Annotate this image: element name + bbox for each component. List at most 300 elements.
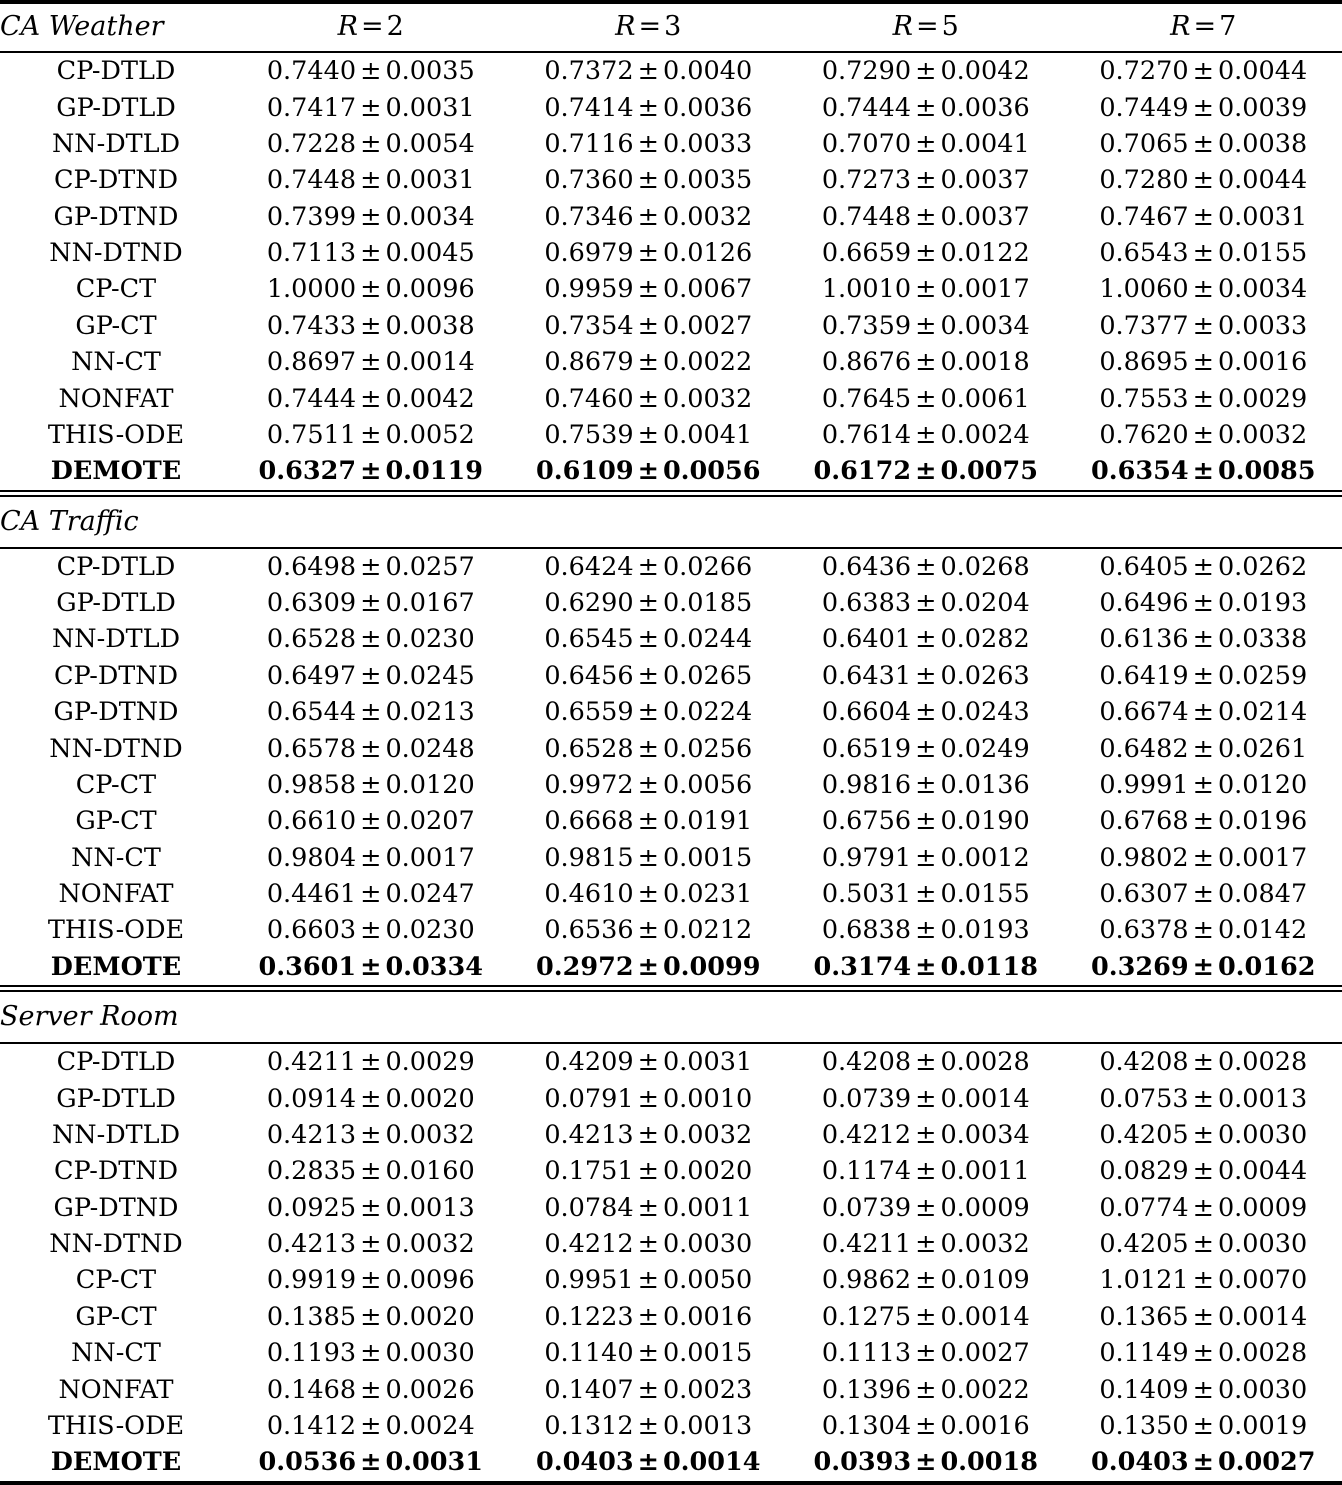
metric-cell [787,767,1065,803]
metric-cell [1065,1335,1342,1371]
row-label-nn-dtnd: NN-DTND [0,730,232,766]
plus-minus-symbol: ± [356,624,385,654]
plus-minus-symbol: ± [1189,915,1218,945]
metric-std: 0.0243 [940,697,1029,727]
plus-minus-symbol: ± [634,661,663,691]
plus-minus-symbol: ± [911,1156,940,1186]
metric-mean: 0.7359 [822,311,911,341]
metric-cell [232,658,510,694]
metric-std: 0.0044 [1218,1156,1307,1186]
metric-std: 0.0265 [663,661,752,691]
plus-minus-symbol: ± [911,624,940,654]
table-row [0,453,1342,490]
plus-minus-symbol: ± [634,93,663,123]
section-title-server-room: Server Room [0,991,1342,1043]
metric-std: 0.0011 [940,1156,1029,1186]
metric-std: 0.0212 [663,915,752,945]
metric-cell [510,840,788,876]
table-row [0,199,1342,235]
plus-minus-symbol: ± [634,1047,663,1077]
metric-cell [1065,89,1342,125]
plus-minus-symbol: ± [911,1447,940,1477]
metric-cell [232,380,510,416]
plus-minus-symbol: ± [911,1302,940,1332]
plus-minus-symbol: ± [356,1338,385,1368]
plus-minus-symbol: ± [634,238,663,268]
table-row [0,1226,1342,1262]
metric-mean: 0.6172 [813,456,911,486]
metric-mean: 0.0925 [267,1193,356,1223]
metric-cell [787,1190,1065,1226]
plus-minus-symbol: ± [1189,1193,1218,1223]
metric-mean: 0.7346 [544,202,633,232]
metric-cell [510,380,788,416]
metric-mean: 0.4209 [544,1047,633,1077]
metric-std: 0.0109 [940,1265,1029,1295]
plus-minus-symbol: ± [911,165,940,195]
table-row [0,658,1342,694]
metric-mean: 0.6482 [1099,734,1188,764]
plus-minus-symbol: ± [911,952,940,982]
plus-minus-symbol: ± [634,879,663,909]
metric-mean: 0.8695 [1099,347,1188,377]
metric-mean: 0.5031 [822,879,911,909]
metric-mean: 0.6519 [822,734,911,764]
metric-mean: 0.6109 [536,456,634,486]
metric-cell [787,1371,1065,1407]
metric-cell [232,549,510,585]
metric-cell [787,53,1065,89]
row-label-gp-dtnd: GP-DTND [0,694,232,730]
plus-minus-symbol: ± [1189,311,1218,341]
metric-cell [232,694,510,730]
plus-minus-symbol: ± [356,1375,385,1405]
metric-std: 0.0040 [663,56,752,86]
metric-mean: 0.6544 [267,697,356,727]
row-label-nn-ct: NN-CT [0,840,232,876]
plus-minus-symbol: ± [1189,1302,1218,1332]
metric-cell [1065,949,1342,986]
plus-minus-symbol: ± [634,1375,663,1405]
section-title-ca-traffic: CA Traffic [0,496,1342,548]
column-header-relation: = [636,11,665,42]
metric-mean: 0.9919 [267,1265,356,1295]
plus-minus-symbol: ± [634,624,663,654]
metric-mean: 0.9791 [822,843,911,873]
metric-cell [232,1262,510,1298]
metric-std: 0.0230 [385,624,474,654]
metric-mean: 0.4213 [267,1229,356,1259]
metric-cell [510,53,788,89]
metric-mean: 0.7444 [822,93,911,123]
metric-mean: 0.6545 [544,624,633,654]
plus-minus-symbol: ± [1189,806,1218,836]
metric-std: 0.0022 [663,347,752,377]
metric-cell [1065,1117,1342,1153]
metric-mean: 0.9815 [544,843,633,873]
metric-mean: 0.6578 [267,734,356,764]
row-label-nn-dtnd: NN-DTND [0,235,232,271]
metric-cell [510,199,788,235]
plus-minus-symbol: ± [1189,1156,1218,1186]
metric-cell [510,912,788,948]
metric-mean: 0.7290 [822,56,911,86]
metric-mean: 0.6354 [1091,456,1189,486]
metric-cell [1065,380,1342,416]
metric-mean: 0.7448 [267,165,356,195]
table-row [0,694,1342,730]
column-header-variable: R [893,11,913,42]
metric-mean: 0.7460 [544,384,633,414]
plus-minus-symbol: ± [1189,1411,1218,1441]
table-row [0,1408,1342,1444]
plus-minus-symbol: ± [911,1411,940,1441]
metric-mean: 0.7065 [1099,129,1188,159]
plus-minus-symbol: ± [1189,879,1218,909]
plus-minus-symbol: ± [356,238,385,268]
metric-cell [787,308,1065,344]
metric-cell [510,1153,788,1189]
metric-std: 0.0013 [385,1193,474,1223]
metric-cell [232,235,510,271]
metric-cell [787,417,1065,453]
metric-mean: 0.6838 [822,915,911,945]
plus-minus-symbol: ± [634,456,663,486]
metric-mean: 0.7440 [267,56,356,86]
plus-minus-symbol: ± [634,915,663,945]
plus-minus-symbol: ± [634,129,663,159]
metric-cell [1065,1299,1342,1335]
metric-cell [232,585,510,621]
metric-mean: 0.7280 [1099,165,1188,195]
metric-mean: 0.6424 [544,552,633,582]
metric-cell [787,1299,1065,1335]
metric-cell [232,840,510,876]
metric-std: 0.0018 [940,1447,1038,1477]
plus-minus-symbol: ± [911,552,940,582]
metric-cell [787,949,1065,986]
metric-std: 0.0033 [1218,311,1307,341]
metric-mean: 0.6383 [822,588,911,618]
metric-std: 0.0030 [1218,1229,1307,1259]
table-bottom-rule [0,1483,1342,1485]
column-header-relation: = [358,11,387,42]
plus-minus-symbol: ± [356,347,385,377]
metric-mean: 0.6659 [822,238,911,268]
metric-std: 0.0224 [663,697,752,727]
table-row [0,89,1342,125]
metric-std: 0.0014 [385,347,474,377]
metric-std: 0.0257 [385,552,474,582]
column-header-r-2 [232,4,510,52]
metric-cell [787,658,1065,694]
plus-minus-symbol: ± [1189,588,1218,618]
plus-minus-symbol: ± [1189,165,1218,195]
metric-cell [787,621,1065,657]
table-row [0,1299,1342,1335]
metric-cell [510,767,788,803]
metric-mean: 0.7070 [822,129,911,159]
metric-cell [232,1299,510,1335]
metric-mean: 0.6536 [544,915,633,945]
metric-mean: 0.9951 [544,1265,633,1295]
metric-mean: 0.6431 [822,661,911,691]
plus-minus-symbol: ± [634,384,663,414]
plus-minus-symbol: ± [1189,420,1218,450]
row-label-this-ode: THIS-ODE [0,1408,232,1444]
metric-cell [232,949,510,986]
metric-std: 0.0142 [1218,915,1307,945]
section-row-server-room [0,991,1342,1043]
plus-minus-symbol: ± [634,952,663,982]
plus-minus-symbol: ± [634,806,663,836]
metric-cell [232,1408,510,1444]
metric-mean: 0.6378 [1099,915,1188,945]
metric-std: 0.0036 [663,93,752,123]
metric-mean: 0.6496 [1099,588,1188,618]
metric-std: 0.0196 [1218,806,1307,836]
plus-minus-symbol: ± [634,1338,663,1368]
metric-std: 0.0015 [663,843,752,873]
metric-std: 0.0191 [663,806,752,836]
metric-std: 0.0029 [1218,384,1307,414]
metric-std: 0.0012 [940,843,1029,873]
metric-mean: 0.6290 [544,588,633,618]
metric-mean: 0.1407 [544,1375,633,1405]
metric-mean: 0.7614 [822,420,911,450]
metric-cell [1065,1080,1342,1116]
metric-cell [1065,162,1342,198]
plus-minus-symbol: ± [911,879,940,909]
plus-minus-symbol: ± [911,806,940,836]
metric-std: 0.0014 [663,1447,761,1477]
row-label-gp-dtnd: GP-DTND [0,1190,232,1226]
plus-minus-symbol: ± [356,1229,385,1259]
table-row [0,730,1342,766]
column-header-value: 2 [387,11,404,42]
plus-minus-symbol: ± [911,1265,940,1295]
plus-minus-symbol: ± [1189,1229,1218,1259]
metric-mean: 0.7377 [1099,311,1188,341]
metric-cell [1065,840,1342,876]
metric-std: 0.0032 [385,1229,474,1259]
metric-mean: 0.4212 [544,1229,633,1259]
table-header-row [0,4,1342,52]
metric-cell [1065,417,1342,453]
metric-std: 0.0027 [1218,1447,1316,1477]
metric-std: 0.0052 [385,420,474,450]
metric-std: 0.0256 [663,734,752,764]
plus-minus-symbol: ± [1189,952,1218,982]
metric-mean: 0.0393 [813,1447,911,1477]
table-row [0,549,1342,585]
plus-minus-symbol: ± [356,311,385,341]
metric-mean: 0.7433 [267,311,356,341]
metric-mean: 0.0403 [1091,1447,1189,1477]
row-label-cp-ct: CP-CT [0,271,232,307]
section-row-ca-traffic [0,496,1342,548]
table-row [0,126,1342,162]
plus-minus-symbol: ± [356,588,385,618]
metric-mean: 0.6768 [1099,806,1188,836]
metric-cell [1065,694,1342,730]
plus-minus-symbol: ± [911,588,940,618]
row-label-this-ode: THIS-ODE [0,417,232,453]
metric-cell [232,417,510,453]
metric-std: 0.0023 [663,1375,752,1405]
metric-mean: 0.9816 [822,770,911,800]
metric-std: 0.0029 [385,1047,474,1077]
metric-cell [232,89,510,125]
metric-cell [787,1117,1065,1153]
metric-mean: 0.1312 [544,1411,633,1441]
metric-mean: 0.6136 [1099,624,1188,654]
plus-minus-symbol: ± [1189,843,1218,873]
table-row [0,380,1342,416]
metric-std: 0.0019 [1218,1411,1307,1441]
metric-mean: 0.9959 [544,274,633,304]
metric-std: 0.0334 [385,952,483,982]
metric-cell [510,876,788,912]
row-label-gp-dtld: GP-DTLD [0,585,232,621]
metric-mean: 0.1409 [1099,1375,1188,1405]
plus-minus-symbol: ± [1189,238,1218,268]
metric-std: 0.0014 [940,1084,1029,1114]
row-label-gp-ct: GP-CT [0,1299,232,1335]
row-label-nn-ct: NN-CT [0,1335,232,1371]
plus-minus-symbol: ± [356,1047,385,1077]
metric-mean: 0.0829 [1099,1156,1188,1186]
metric-mean: 0.7414 [544,93,633,123]
metric-mean: 0.7273 [822,165,911,195]
metric-std: 0.0044 [1218,165,1307,195]
metric-mean: 0.9804 [267,843,356,873]
metric-std: 0.0034 [940,1120,1029,1150]
metric-std: 0.0120 [385,770,474,800]
plus-minus-symbol: ± [911,456,940,486]
metric-std: 0.0214 [1218,697,1307,727]
metric-std: 0.0018 [940,347,1029,377]
metric-std: 0.0185 [663,588,752,618]
plus-minus-symbol: ± [356,1302,385,1332]
metric-std: 0.0155 [1218,238,1307,268]
metric-std: 0.0033 [663,129,752,159]
row-label-nonfat: NONFAT [0,380,232,416]
metric-mean: 0.7354 [544,311,633,341]
metric-std: 0.0056 [663,456,761,486]
metric-std: 0.0034 [385,202,474,232]
plus-minus-symbol: ± [356,1084,385,1114]
plus-minus-symbol: ± [356,806,385,836]
metric-cell [787,344,1065,380]
metric-std: 0.0054 [385,129,474,159]
metric-mean: 0.6559 [544,697,633,727]
plus-minus-symbol: ± [1189,1047,1218,1077]
metric-cell [510,549,788,585]
plus-minus-symbol: ± [911,1375,940,1405]
plus-minus-symbol: ± [911,202,940,232]
metric-std: 0.0263 [940,661,1029,691]
table-row [0,417,1342,453]
plus-minus-symbol: ± [634,588,663,618]
metric-cell [1065,912,1342,948]
metric-std: 0.0245 [385,661,474,691]
metric-std: 0.0118 [940,952,1038,982]
metric-std: 0.0338 [1218,624,1307,654]
metric-cell [787,876,1065,912]
plus-minus-symbol: ± [356,456,385,486]
metric-std: 0.0126 [663,238,752,268]
metric-std: 0.0030 [1218,1375,1307,1405]
metric-std: 0.0096 [385,274,474,304]
plus-minus-symbol: ± [634,1411,663,1441]
column-header-r-3 [510,4,788,52]
table-row [0,1371,1342,1407]
row-label-nonfat: NONFAT [0,1371,232,1407]
metric-mean: 0.7444 [267,384,356,414]
metric-mean: 0.3174 [813,952,911,982]
metric-std: 0.0044 [1218,56,1307,86]
metric-mean: 0.7372 [544,56,633,86]
metric-mean: 0.0784 [544,1193,633,1223]
metric-cell [510,453,788,490]
metric-mean: 0.7539 [544,420,633,450]
plus-minus-symbol: ± [356,420,385,450]
metric-cell [232,621,510,657]
metric-mean: 0.9972 [544,770,633,800]
metric-mean: 0.0791 [544,1084,633,1114]
column-header-variable: R [338,11,358,42]
metric-std: 0.0022 [940,1375,1029,1405]
metric-std: 0.0017 [940,274,1029,304]
table-row [0,1190,1342,1226]
plus-minus-symbol: ± [1189,347,1218,377]
metric-std: 0.0014 [940,1302,1029,1332]
plus-minus-symbol: ± [356,1447,385,1477]
plus-minus-symbol: ± [356,952,385,982]
metric-cell [787,1080,1065,1116]
metric-std: 0.0042 [385,384,474,414]
metric-std: 0.0213 [385,697,474,727]
metric-std: 0.0167 [385,588,474,618]
metric-std: 0.0016 [663,1302,752,1332]
metric-cell [1065,1226,1342,1262]
metric-std: 0.0035 [663,165,752,195]
metric-mean: 0.8676 [822,347,911,377]
metric-cell [787,803,1065,839]
row-label-nn-ct: NN-CT [0,344,232,380]
metric-std: 0.0162 [1218,952,1316,982]
metric-std: 0.0193 [940,915,1029,945]
metric-cell [510,162,788,198]
row-label-this-ode: THIS-ODE [0,912,232,948]
column-header-r-5 [787,4,1065,52]
metric-std: 0.0027 [663,311,752,341]
metric-mean: 0.6668 [544,806,633,836]
metric-mean: 0.4211 [267,1047,356,1077]
column-header-relation: = [913,11,942,42]
metric-mean: 0.1304 [822,1411,911,1441]
metric-cell [232,1044,510,1080]
metric-cell [1065,767,1342,803]
plus-minus-symbol: ± [1189,624,1218,654]
metric-std: 0.0259 [1218,661,1307,691]
plus-minus-symbol: ± [1189,456,1218,486]
metric-std: 0.0041 [663,420,752,450]
table-row [0,803,1342,839]
metric-std: 0.0028 [940,1047,1029,1077]
metric-cell [1065,199,1342,235]
